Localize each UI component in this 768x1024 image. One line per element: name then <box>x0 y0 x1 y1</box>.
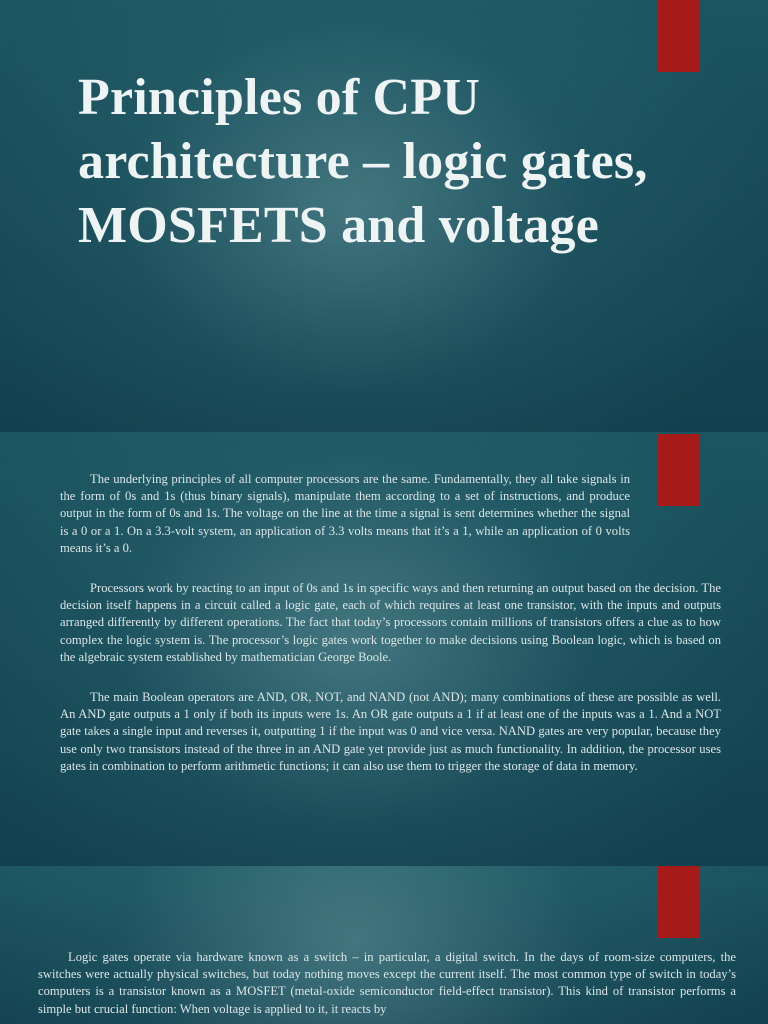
body-paragraph: The underlying principles of all computer processors are the same. Fundamentally, they all take signals in the form of 0s and 1s (thus binary signals), manipulate them according to a set of instructions, and produce output in the form of 0s and 1s. The voltage on the line at the time a signal is sent determines whether the signal is a 0 or a 1. On a 3.3-volt system, an application of 3.3 volts means that it’s a 1, while an application of 0 volts means it’s a 0. <box>60 472 630 555</box>
slide-body <box>38 949 736 1024</box>
slide-title-heading: Principles of CPU architecture – logic gates, MOSFETS and voltage <box>78 69 648 254</box>
accent-bar <box>658 0 700 72</box>
body-paragraph: Logic gates operate via hardware known as a switch – in particular, a digital switch. In the days of room-size computers, the switches were actually physical switches, but today nothing moves except the current itself. The most common type of switch in today’s computers is a transistor known as a MOSFET (metal-oxide semiconductor field-effect transistor). This kind of transistor performs a simple but crucial function: When voltage is applied to it, it reacts by <box>38 950 736 1016</box>
slide-logic-principles <box>0 432 768 866</box>
accent-bar <box>658 866 700 938</box>
slide-body <box>60 471 721 798</box>
body-paragraph: The main Boolean operators are AND, OR, NOT, and NAND (not AND); many combinations of these are possible as well. An AND gate outputs a 1 only if both its inputs were 1s. An OR gate outputs a 1 if at least one of the inputs was a 1. And a NOT gate takes a single input and reverses it, outputting 1 if the input was 0 and vice versa. NAND gates are very popular, because they use only two transistors instead of the three in an AND gate yet provide just as much functionality. In addition, the processor uses gates in combination to perform arithmetic functions; it can also use them to trigger the storage of data in memory. <box>60 690 721 773</box>
slide-title <box>0 0 768 432</box>
body-paragraph: Processors work by reacting to an input of 0s and 1s in specific ways and then returning an output based on the decision. The decision itself happens in a circuit called a logic gate, each of which requires at least one transistor, with the inputs and outputs arranged differently by different operations. The fact that today’s processors contain millions of transistors offers a clue as to how complex the logic system is. The processor’s logic gates work together to make decisions using Boolean logic, which is based on the algebraic system established by mathematician George Boole. <box>60 581 721 664</box>
slide-switches <box>0 866 768 1024</box>
